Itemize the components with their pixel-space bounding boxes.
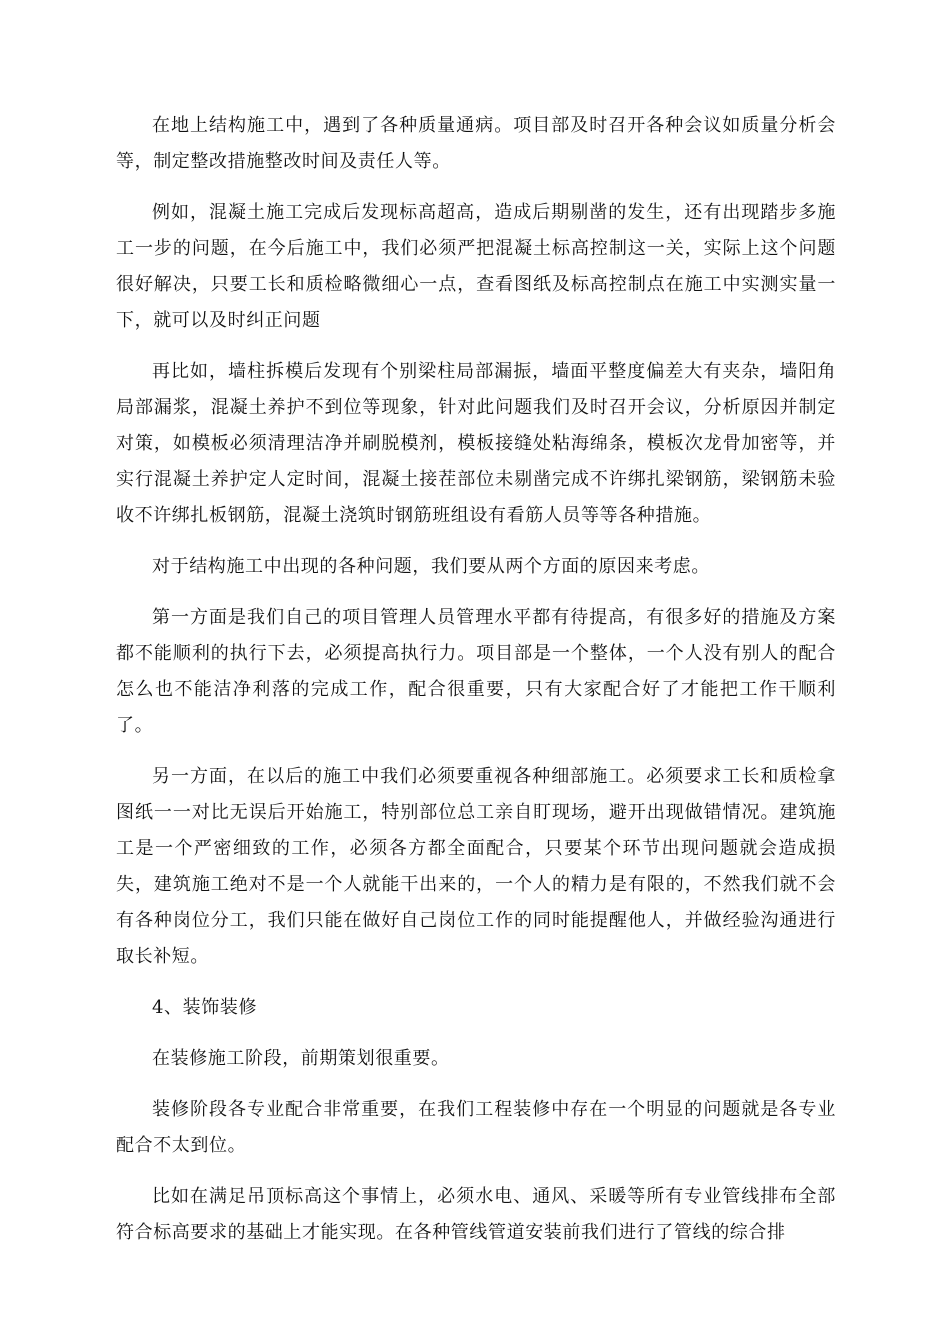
section-heading-decoration: 4、装饰装修 (152, 997, 258, 1018)
paragraph-decoration-planning: 在装修施工阶段，前期策划很重要。 (152, 1048, 450, 1069)
paragraph-two-aspects: 对于结构施工中出现的各种问题，我们要从两个方面的原因来考虑。 (152, 556, 710, 577)
paragraph-second-aspect: 另一方面，在以后的施工中我们必须要重视各种细部施工。必须要求工长和质检拿图纸一一对比无误后开始施工，特别部位总工亲自盯现场，避开出现做错情况。建筑施工是一个严密细致的工作，必须各方都全面配合，只要某个环节出现问题就会造成损失，建筑施工绝对不是一个人就能干出来的，一个人的精力是有限的，不然我们就不会有各种岗位分工，我们只能在做好自己岗位工作的同时能提醒他人，并做经验沟通进行取长补短。 (116, 766, 836, 967)
paragraph-formwork-issues: 再比如，墙柱拆模后发现有个别梁柱局部漏振，墙面平整度偏差大有夹杂，墙阳角局部漏浆，混凝土养护不到位等现象，针对此问题我们及时召开会议，分析原因并制定对策，如模板必须清理洁净并刷脱模剂，模板接缝处粘海绵条，模板次龙骨加密等，并实行混凝土养护定人定时间，混凝土接茬部位未剔凿完成不许绑扎梁钢筋，梁钢筋未验收不许绑扎板钢筋，混凝土浇筑时钢筋班组设有看筋人员等等各种措施。 (116, 361, 836, 526)
document-body (116, 108, 836, 1266)
paragraph-quality-issues: 在地上结构施工中，遇到了各种质量通病。项目部及时召开各种会议如质量分析会等，制定整改措施整改时间及责任人等。 (116, 115, 836, 172)
paragraph-concrete-elevation: 例如，混凝土施工完成后发现标高超高，造成后期剔凿的发生，还有出现踏步多施工一步的问题，在今后施工中，我们必须严把混凝土标高控制这一关，实际上这个问题很好解决，只要工长和质检略微细心一点，查看图纸及标高控制点在施工中实测实量一下，就可以及时纠正问题 (116, 202, 836, 331)
paragraph-ceiling-elevation: 比如在满足吊顶标高这个事情上，必须水电、通风、采暖等所有专业管线排布全部符合标高要求的基础上才能实现。在各种管线管道安装前我们进行了管线的综合排 (116, 1186, 836, 1243)
paragraph-trade-coordination: 装修阶段各专业配合非常重要，在我们工程装修中存在一个明显的问题就是各专业配合不太到位。 (116, 1099, 836, 1156)
paragraph-first-aspect: 第一方面是我们自己的项目管理人员管理水平都有待提高，有很多好的措施及方案都不能顺利的执行下去，必须提高执行力。项目部是一个整体，一个人没有别人的配合怎么也不能洁净利落的完成工作，配合很重要，只有大家配合好了才能把工作干顺利了。 (116, 607, 836, 736)
